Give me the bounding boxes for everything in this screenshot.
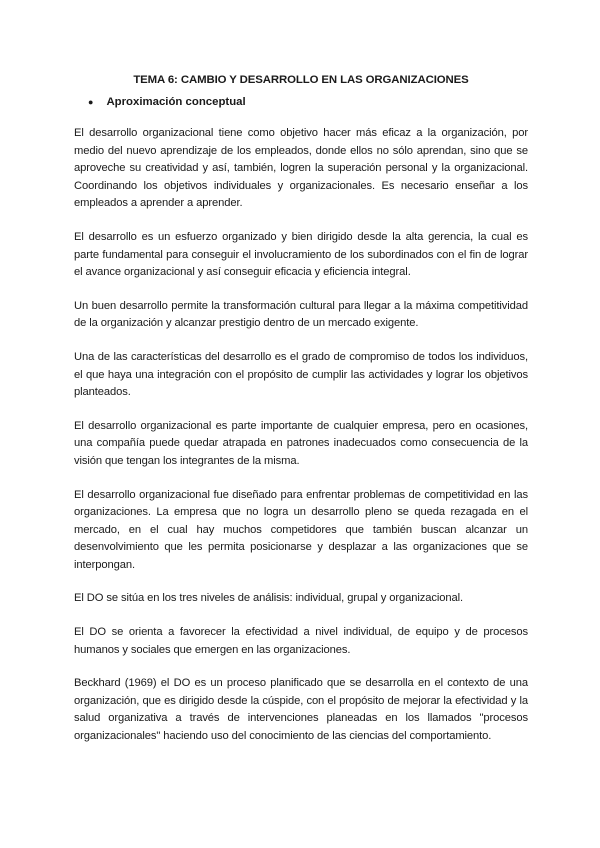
paragraph: El desarrollo organizacional es parte importante de cualquier empresa, pero en ocasiones, una compañía puede quedar atrapada en patrones inadecuados como consecuencia de la visión que tengan los integrantes de la misma. [74, 419, 528, 467]
section-heading-label: Aproximación conceptual [106, 96, 246, 108]
paragraph: Un buen desarrollo permite la transformación cultural para llegar a la máxima competitividad de la organización y alcanzar prestigio dentro de un mercado exigente. [74, 299, 528, 330]
paragraph: El DO se sitúa en los tres niveles de análisis: individual, grupal y organizacional. [74, 592, 463, 605]
paragraph: El desarrollo organizacional tiene como objetivo hacer más eficaz a la organización, por medio del nuevo aprendizaje de los empleados, donde ellos no sólo aprendan, sino que se aproveche su creatividad y así, también, logren la superación personal y la organizacional. Coordinando los objetivos individuales y organizacionales. Es necesario enseñar a los empleados a aprender a aprender. [74, 127, 528, 210]
paragraph: El desarrollo organizacional fue diseñado para enfrentar problemas de competitividad en las organizaciones. La empresa que no logra un desarrollo pleno se queda rezagada en el mercado, en el cual hay muchos competidores que también buscan alcanzar un desenvolvimiento que les permita posicionarse y desplazar a las organizaciones que se interpongan. [74, 488, 528, 571]
section-heading [88, 96, 528, 108]
paragraph: El desarrollo es un esfuerzo organizado y bien dirigido desde la alta gerencia, la cual es parte fundamental para conseguir el involucramiento de los subordinados con el fin de lograr el avance organizacional y así conseguir eficacia y eficiencia integral. [74, 230, 528, 279]
paragraph: Una de las características del desarrollo es el grado de compromiso de todos los individuos, el que haya una integración con el propósito de cumplir las actividades y lograr los objetivos planteados. [74, 350, 528, 399]
paragraph: El DO se orienta a favorecer la efectividad a nivel individual, de equipo y de procesos humanos y sociales que emergen en las organizaciones. [74, 626, 528, 656]
bullet-icon: ● [88, 97, 94, 107]
page-title: TEMA 6: CAMBIO Y DESARROLLO EN LAS ORGANIZACIONES [133, 74, 469, 86]
paragraph: Beckhard (1969) el DO es un proceso planificado que se desarrolla en el contexto de una organización, que es dirigido desde la cúspide, con el propósito de mejorar la efectividad y la salud organizativa a través de intervenciones planeadas en los llamados "procesos organizacionales" haciendo uso del conocimiento de las ciencias del comportamiento. [74, 677, 528, 743]
